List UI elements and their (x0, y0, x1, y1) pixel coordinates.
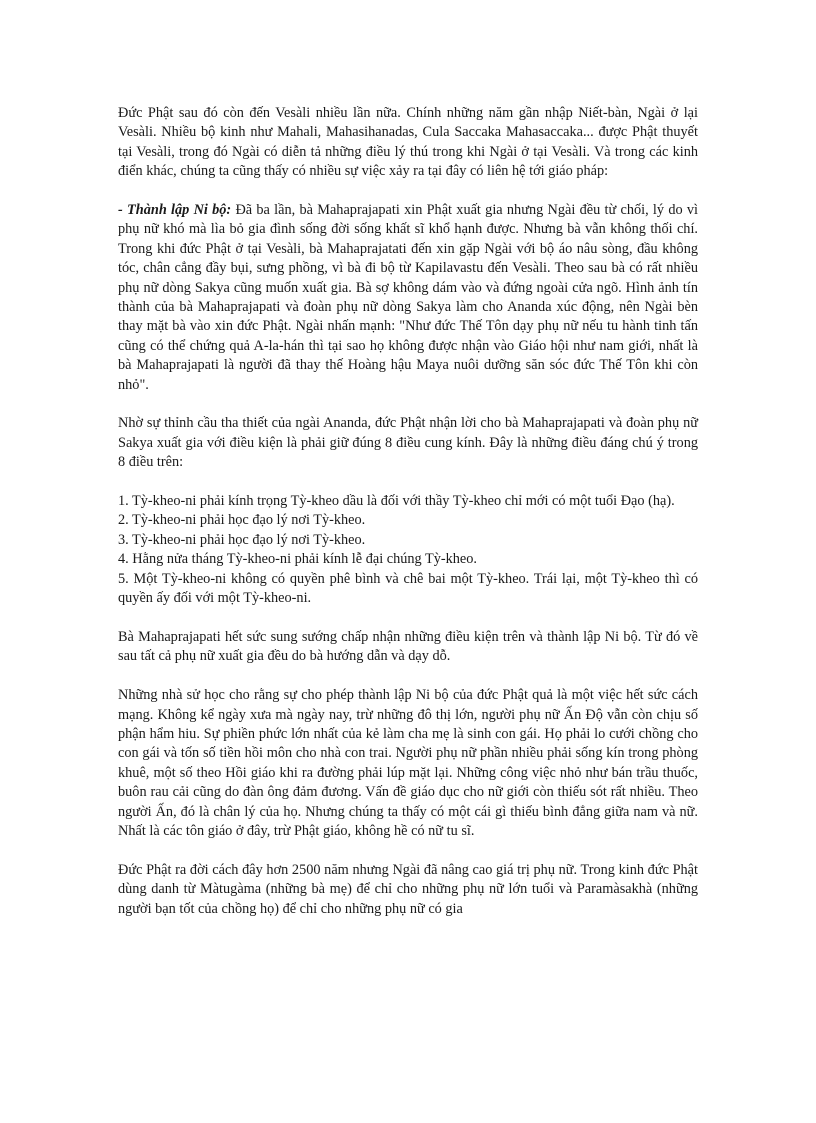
rules-list (118, 492, 698, 608)
paragraph-ananda-request: Nhờ sự thỉnh cầu tha thiết của ngài Ananda, đức Phật nhận lời cho bà Mahaprajapati và đoàn phụ nữ Sakya xuất gia với điều kiện là phải giữ đúng 8 điều cung kính. Đây là những điều đáng chú ý trong 8 điều trên: (118, 415, 698, 471)
paragraph-women-value: Đức Phật ra đời cách đây hơn 2500 năm nhưng Ngài đã nâng cao giá trị phụ nữ. Trong kinh đức Phật dùng danh từ Màtugàma (những bà mẹ) để chỉ cho những phụ nữ lớn tuổi và Paramàsakhà (những người bạn tốt của chồng họ) để chỉ cho những phụ nữ có gia (118, 861, 698, 917)
document-page (118, 104, 698, 938)
paragraph-nun-order (118, 201, 698, 395)
paragraph-vesali-visits: Đức Phật sau đó còn đến Vesàli nhiều lần nữa. Chính những năm gần nhập Niết-bàn, Ngài ở lại Vesàli. Nhiều bộ kinh như Mahali, Mahasihanadas, Cula Saccaka Mahasaccaka... được Phật thuyết tại Vesàli, trong đó Ngài có diễn tả những điều lý thú trong khi Ngài ở tại Vesàli. Và trong các kinh điển khác, chúng ta cũng thấy có nhiều sự việc xảy ra tại đây có liên hệ tới giáo pháp: (118, 105, 698, 180)
paragraph-nun-order-body: Đã ba lần, bà Mahaprajapati xin Phật xuất gia nhưng Ngài đều từ chối, lý do vì phụ nữ khó mà lìa bỏ gia đình sống đời sống khất sĩ khổ hạnh được. Nhưng bà vẫn không thối chí. Trong khi đức Phật ở tại Vesàli, bà Mahaprajatati đến xin gặp Ngài với bộ áo nâu sòng, đầu không tóc, chân cẳng đầy bụi, sưng phồng, vì bà đi bộ từ Kapilavastu đến Vesàli. Theo sau bà có rất nhiều phụ nữ dòng Sakya cũng muốn xuất gia. Bà sợ không dám vào và đứng ngoài cửa ngõ. Hình ảnh tín thành của bà Mahaprajapati và đoàn phụ nữ dòng Sakya làm cho Ananda xúc động, nên Ngài bèn thay mặt bà vào xin đức Phật. Ngài nhấn mạnh: "Như đức Thế Tôn dạy phụ nữ nếu tu hành tinh tấn cũng có thể chứng quả A-la-hán thì tại sao họ không được nhận vào Giáo hội như nam giới, nhất là bà Mahaprajapati là người đã thay thế Hoàng hậu Maya nuôi dưỡng săn sóc đức Thế Tôn khi còn nhỏ". (118, 202, 699, 393)
list-item: 1. Tỳ-kheo-ni phải kính trọng Tỳ-kheo dầu là đối với thầy Tỳ-kheo chỉ mới có một tuổi Đạo (hạ). (118, 493, 675, 510)
list-item: 4. Hằng nửa tháng Tỳ-kheo-ni phải kính lễ đại chúng Tỳ-kheo. (118, 551, 477, 568)
list-item: 3. Tỳ-kheo-ni phải học đạo lý nơi Tỳ-kheo. (118, 531, 366, 548)
list-item: 2. Tỳ-kheo-ni phải học đạo lý nơi Tỳ-kheo. (118, 512, 366, 529)
section-heading-nun-order: - Thành lập Ni bộ: (118, 202, 232, 219)
paragraph-acceptance: Bà Mahaprajapati hết sức sung sướng chấp nhận những điều kiện trên và thành lập Ni bộ. Từ đó về sau tất cả phụ nữ xuất gia đều do bà hướng dẫn và dạy dỗ. (118, 628, 698, 665)
paragraph-historians: Những nhà sử học cho rằng sự cho phép thành lập Ni bộ của đức Phật quả là một việc hết sức cách mạng. Không kể ngày xưa mà ngày nay, trừ những đô thị lớn, người phụ nữ Ấn Độ vẫn còn chịu số phận hẩm hiu. Sự phiền phức lớn nhất của kẻ làm cha mẹ là sinh con gái. Họ phải lo cưới chồng cho con gái và tốn số tiền hồi môn cho nhà con trai. Người phụ nữ phần nhiều phải sống kín trong phòng khuê, một số theo Hồi giáo khi ra đường phải lúp mặt lại. Những công việc nhỏ như bán trầu thuốc, buôn rau cải cũng do đàn ông đảm đương. Vấn đề giáo dục cho nữ giới còn thiếu sót rất nhiều. Theo người Ấn, đó là chân lý của họ. Nhưng chúng ta thấy có một cái gì thiếu bình đẳng giữa nam và nữ. Nhất là các tôn giáo ở đây, trừ Phật giáo, không hề có nữ tu sĩ. (118, 687, 698, 839)
list-item: 5. Một Tỳ-kheo-ni không có quyền phê bình và chê bai một Tỳ-kheo. Trái lại, một Tỳ-kheo thì có quyền ấy đối với một Tỳ-kheo-ni. (118, 570, 698, 607)
